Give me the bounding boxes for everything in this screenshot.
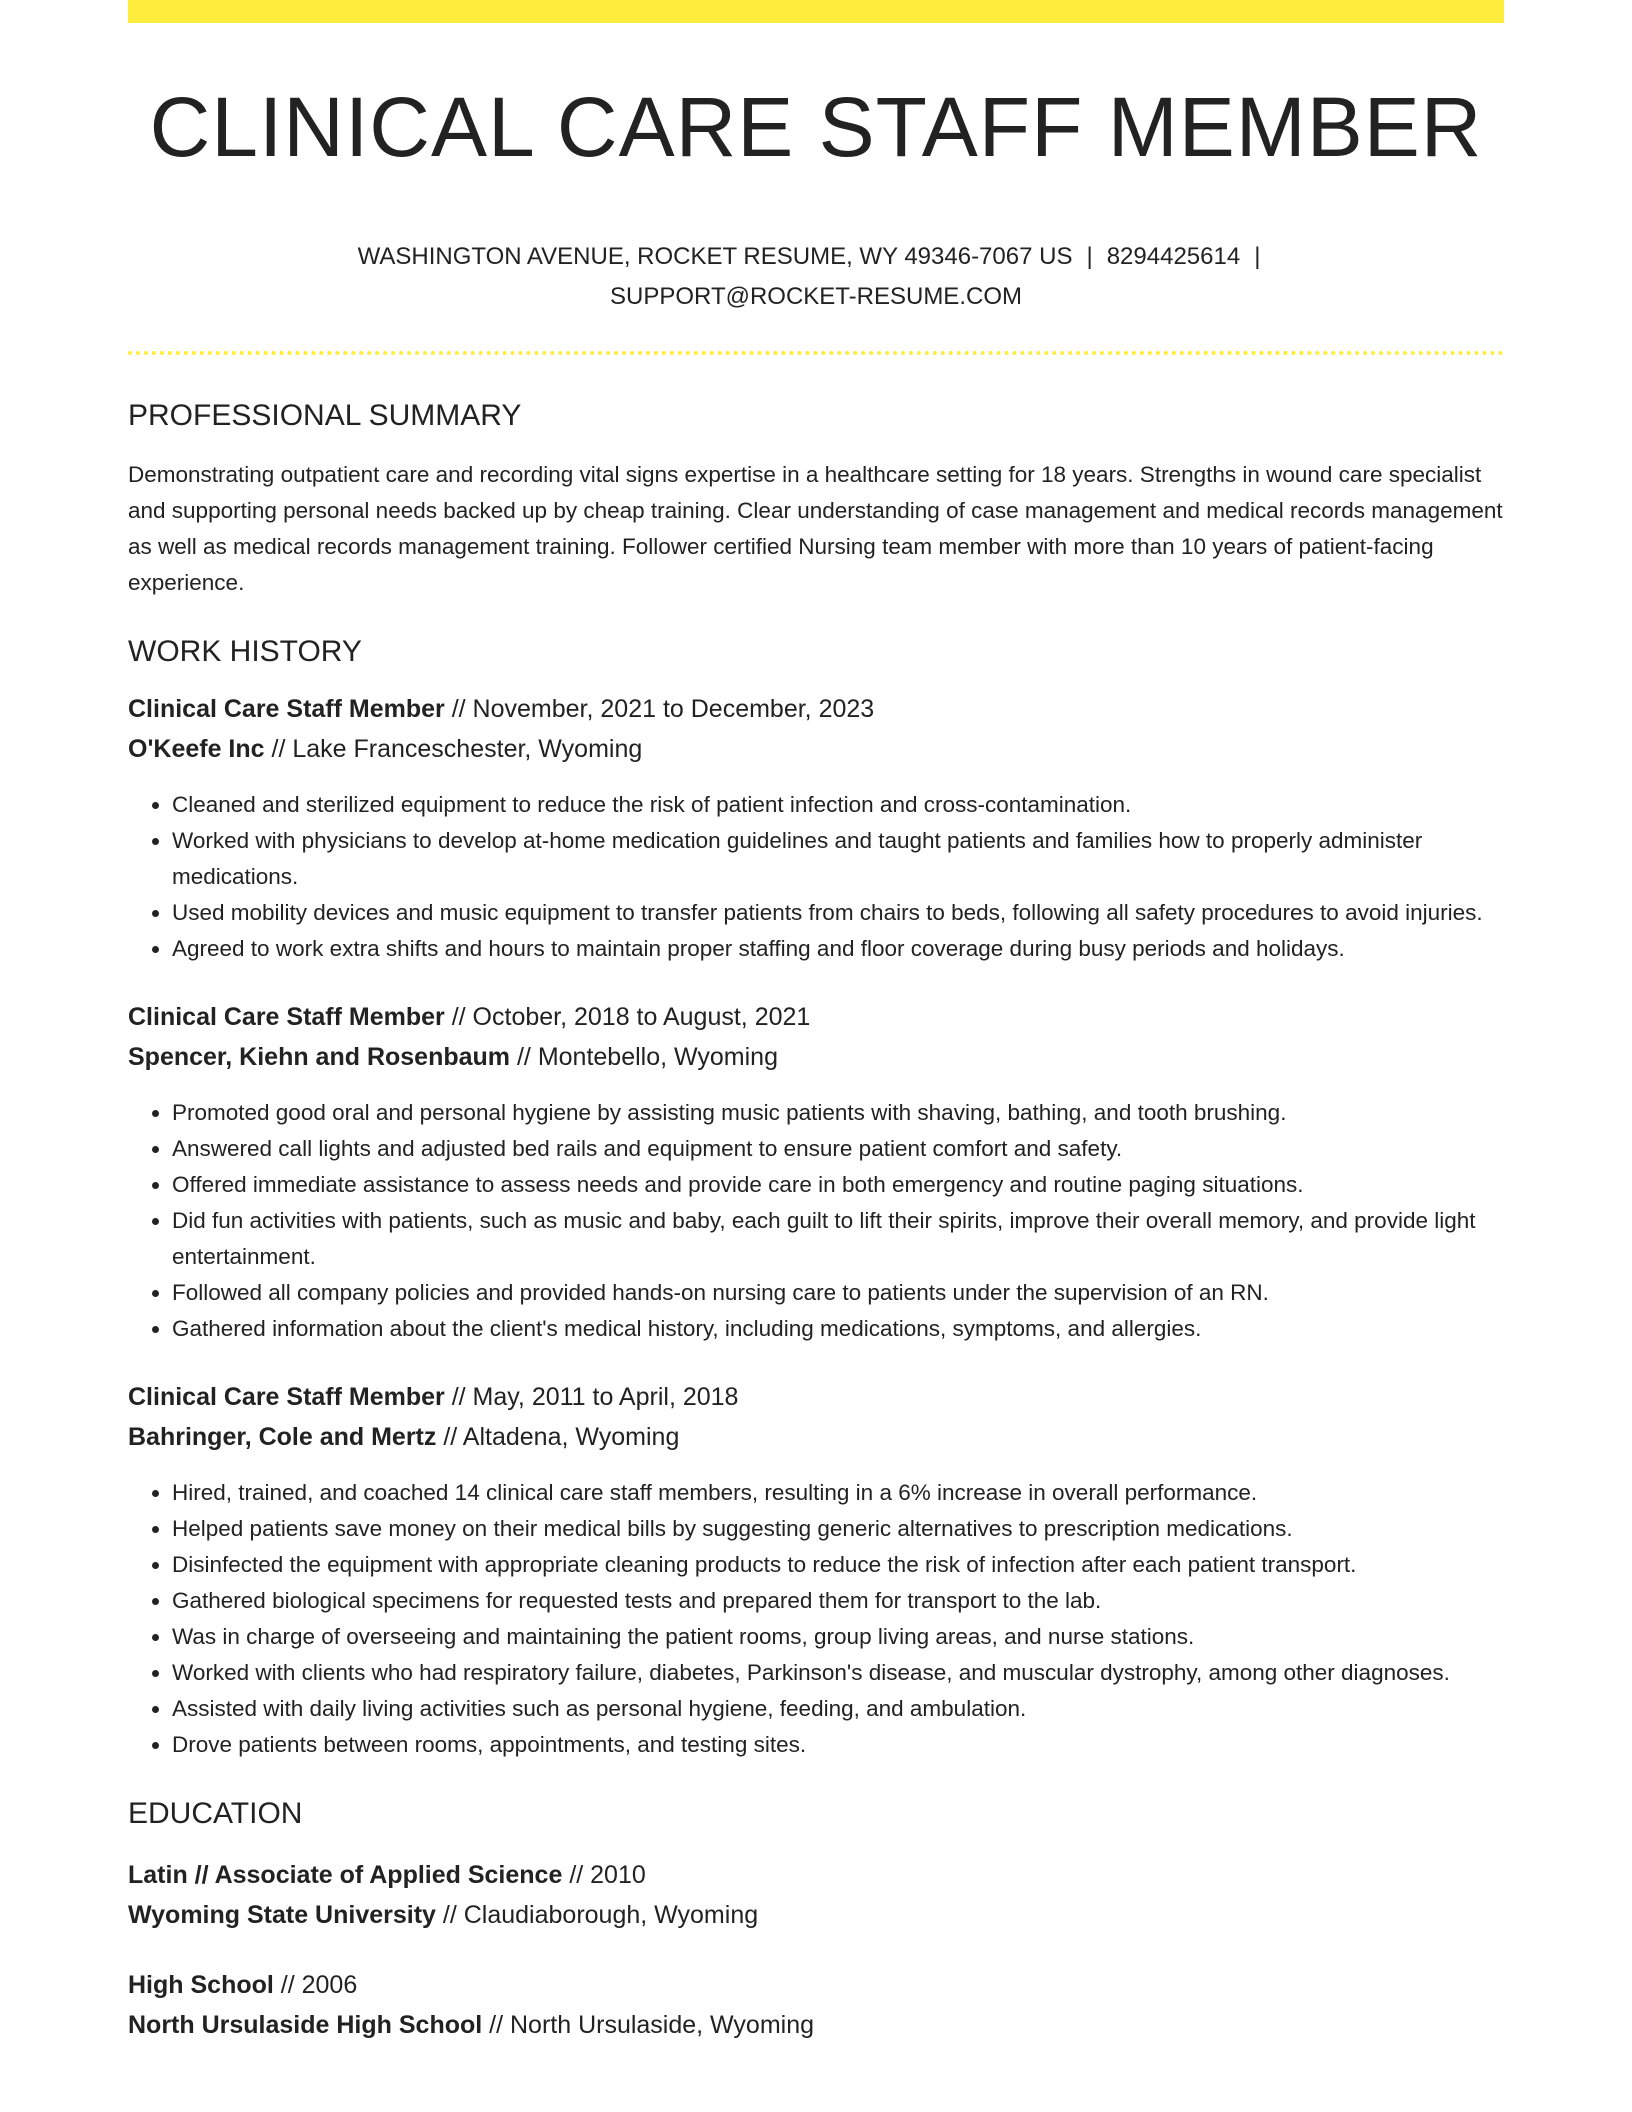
section-title-summary: PROFESSIONAL SUMMARY <box>128 399 522 432</box>
job-bullet-item: • Answered call lights and adjusted bed rails and equipment to ensure patient comfort and safety. <box>172 1131 1504 1167</box>
job-bullet-item: • Did fun activities with patients, such as music and baby, each guilt to lift their spirits, improve their overall memory, and provide light entertainment. <box>172 1203 1504 1275</box>
job-bullet-item: • Agreed to work extra shifts and hours to maintain proper staffing and floor coverage during busy periods and holidays. <box>172 931 1504 967</box>
education-entry <box>128 1855 1504 1935</box>
job-bullet-item: • Hired, trained, and coached 14 clinical care staff members, resulting in a 6% increase in overall performance. <box>172 1475 1504 1511</box>
education-school-line <box>128 2005 1504 2045</box>
dotted-divider <box>128 351 1504 355</box>
job-entry <box>128 997 1504 1347</box>
job-bullets <box>128 1095 1504 1347</box>
education-degree: High School <box>128 1971 274 1999</box>
job-bullets <box>128 787 1504 967</box>
job-bullet-item: • Followed all company policies and provided hands-on nursing care to patients under the supervision of an RN. <box>172 1275 1504 1311</box>
education-degree-line <box>128 1965 1504 2005</box>
resume-page <box>128 0 1504 2112</box>
contact-separator: | <box>1254 243 1261 270</box>
job-bullet-item: • Used mobility devices and music equipment to transfer patients from chairs to beds, following all safety procedures to avoid injuries. <box>172 895 1504 931</box>
job-bullet-item: • Helped patients save money on their medical bills by suggesting generic alternatives to prescription medications. <box>172 1511 1504 1547</box>
job-bullets <box>128 1475 1504 1763</box>
job-title-line <box>128 997 1504 1037</box>
job-company-line <box>128 1417 1504 1457</box>
summary-text: Demonstrating outpatient care and recording vital signs expertise in a healthcare setting for 18 years. Strengths in wound care specialist and supporting personal needs backed up by cheap training. Clear understanding of case management and medical records management as well as medical records management training. Follower certified Nursing team member with more than 10 years of patient-facing experience. <box>128 462 1503 595</box>
job-bullet-item: • Was in charge of overseeing and maintaining the patient rooms, group living areas, and nurse stations. <box>172 1619 1504 1655</box>
candidate-name: CLINICAL CARE STAFF MEMBER <box>149 80 1483 174</box>
education-school: Wyoming State University <box>128 1901 436 1929</box>
job-bullet-item: • Worked with physicians to develop at-home medication guidelines and taught patients and families how to properly administer medications. <box>172 823 1504 895</box>
education-school-line <box>128 1895 1504 1935</box>
address-text: WASHINGTON AVENUE, ROCKET RESUME, WY 49346-7067 US <box>357 243 1073 270</box>
job-company: Bahringer, Cole and Mertz <box>128 1423 437 1451</box>
contact-info <box>128 237 1504 317</box>
phone-text: 8294425614 <box>1106 243 1241 270</box>
education-degree-line <box>128 1855 1504 1895</box>
job-company-line <box>128 729 1504 769</box>
job-dates: // May, 2011 to April, 2018 <box>444 1383 739 1411</box>
education-school: North Ursulaside High School <box>128 2011 483 2039</box>
job-bullet-item: • Assisted with daily living activities such as personal hygiene, feeding, and ambulation. <box>172 1691 1504 1727</box>
job-location: // Montebello, Wyoming <box>510 1043 778 1071</box>
education-location: // North Ursulaside, Wyoming <box>482 2011 815 2039</box>
job-entry <box>128 689 1504 967</box>
job-role: Clinical Care Staff Member <box>128 1383 445 1411</box>
job-bullet-item: • Drove patients between rooms, appointments, and testing sites. <box>172 1727 1504 1763</box>
section-title-education: EDUCATION <box>128 1797 303 1830</box>
job-role: Clinical Care Staff Member <box>128 695 445 723</box>
section-title-work: WORK HISTORY <box>128 635 362 668</box>
job-entry <box>128 1377 1504 1763</box>
job-location: // Lake Franceschester, Wyoming <box>264 735 643 763</box>
job-bullet-item: • Disinfected the equipment with appropriate cleaning products to reduce the risk of infection after each patient transport. <box>172 1547 1504 1583</box>
job-company: O'Keefe Inc <box>128 735 265 763</box>
education-year: // 2010 <box>562 1861 646 1889</box>
job-location: // Altadena, Wyoming <box>436 1423 680 1451</box>
job-title-line <box>128 689 1504 729</box>
job-company-line <box>128 1037 1504 1077</box>
job-dates: // October, 2018 to August, 2021 <box>444 1003 811 1031</box>
job-bullet-item: • Cleaned and sterilized equipment to reduce the risk of patient infection and cross-contamination. <box>172 787 1504 823</box>
job-bullet-item: • Gathered biological specimens for requested tests and prepared them for transport to the lab. <box>172 1583 1504 1619</box>
contact-separator: | <box>1086 243 1093 270</box>
job-role: Clinical Care Staff Member <box>128 1003 445 1031</box>
job-title-line <box>128 1377 1504 1417</box>
job-bullet-item: • Gathered information about the client's medical history, including medications, symptoms, and allergies. <box>172 1311 1504 1347</box>
education-list <box>128 1855 1504 2045</box>
work-history-list <box>128 689 1504 1763</box>
education-year: // 2006 <box>273 1971 358 1999</box>
job-bullet-item: • Offered immediate assistance to assess needs and provide care in both emergency and routine paging situations. <box>172 1167 1504 1203</box>
job-bullet-item: • Worked with clients who had respiratory failure, diabetes, Parkinson's disease, and muscular dystrophy, among other diagnoses. <box>172 1655 1504 1691</box>
job-bullet-item: • Promoted good oral and personal hygiene by assisting music patients with shaving, bathing, and tooth brushing. <box>172 1095 1504 1131</box>
education-degree: Latin // Associate of Applied Science <box>128 1861 563 1889</box>
email-link[interactable]: SUPPORT@ROCKET-RESUME.COM <box>610 283 1022 310</box>
job-dates: // November, 2021 to December, 2023 <box>444 695 875 723</box>
education-entry <box>128 1965 1504 2045</box>
accent-bar <box>128 0 1504 23</box>
education-location: // Claudiaborough, Wyoming <box>435 1901 759 1929</box>
job-company: Spencer, Kiehn and Rosenbaum <box>128 1043 511 1071</box>
